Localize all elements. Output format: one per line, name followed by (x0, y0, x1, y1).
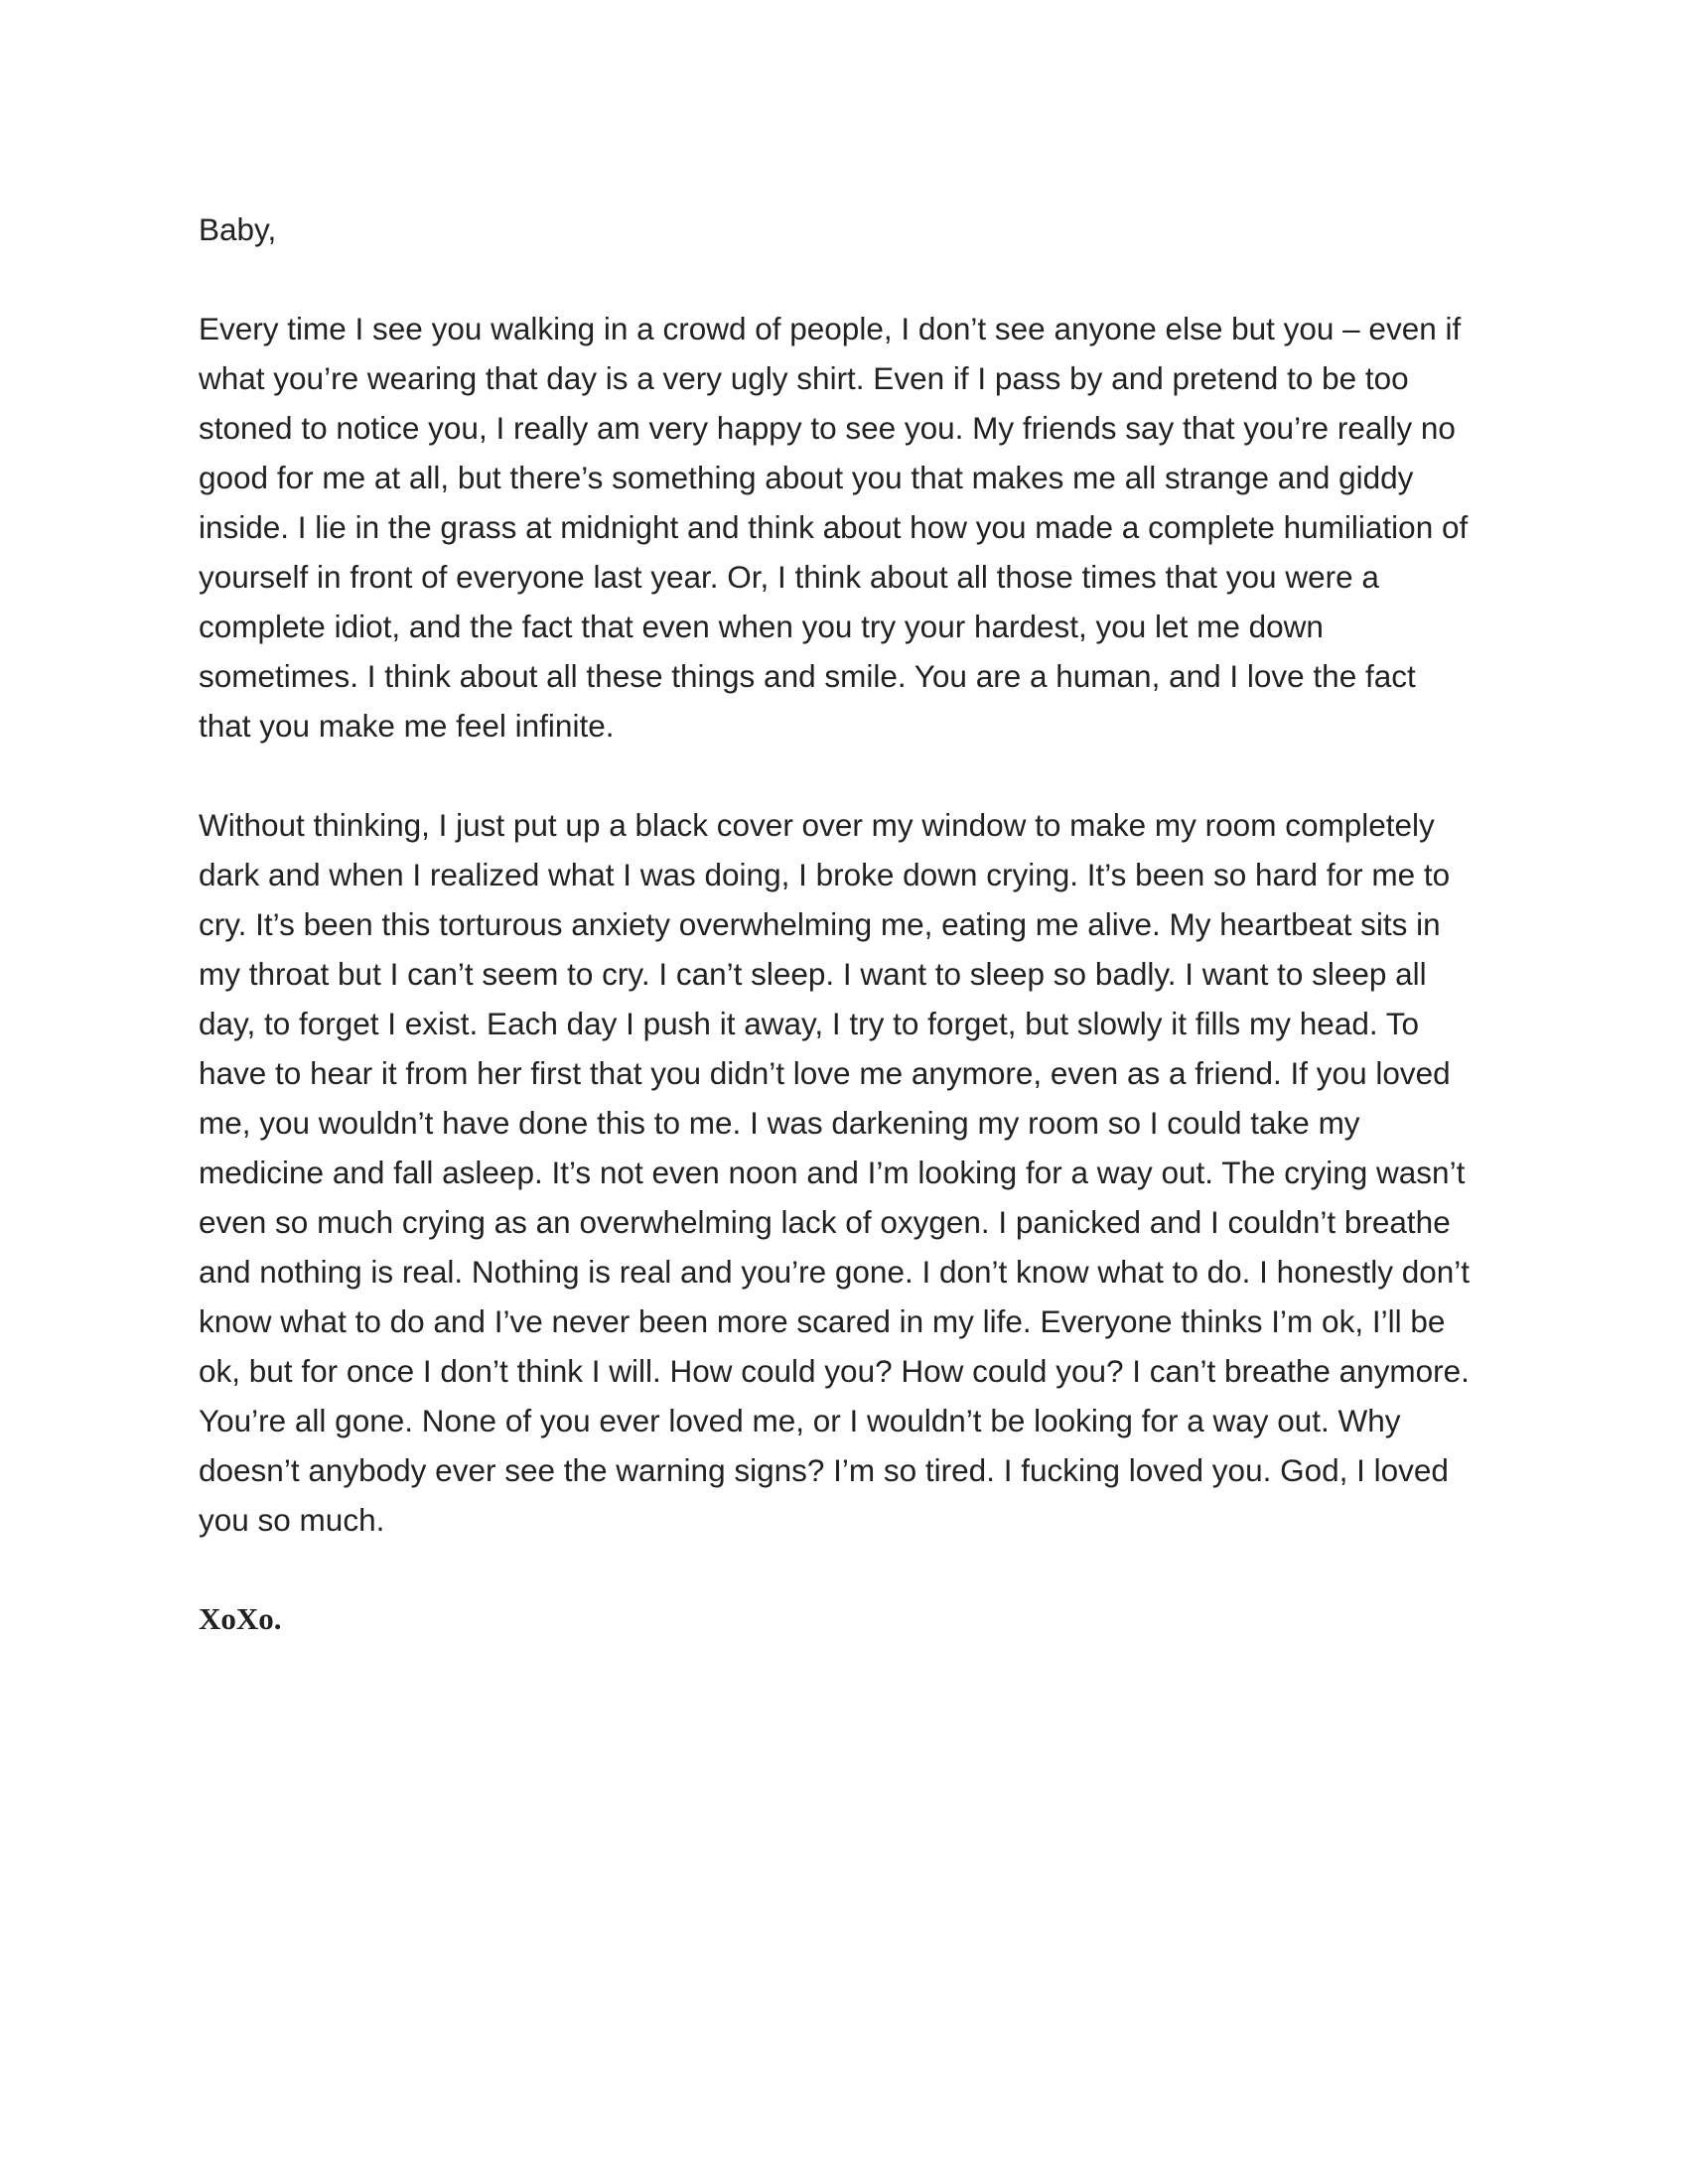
paragraph-line: You’re all gone. None of you ever loved me, or I wouldn’t be looking for a way out. Why (199, 1403, 1401, 1438)
signoff: XoXo. (199, 1601, 282, 1636)
paragraph-line: and nothing is real. Nothing is real and you’re gone. I don’t know what to do. I honestly don’t (199, 1254, 1471, 1290)
paragraph-line: good for me at all, but there’s something about you that makes me all strange and giddy (199, 460, 1414, 495)
paragraph-line: me, you wouldn’t have done this to me. I was darkening my room so I could take my (199, 1105, 1360, 1141)
paragraph-line: dark and when I realized what I was doing, I broke down crying. It’s been so hard for me to (199, 857, 1451, 892)
paragraph-line: day, to forget I exist. Each day I push it away, I try to forget, but slowly it fills my head. To (199, 1006, 1420, 1041)
paragraph-line: Every time I see you walking in a crowd of people, I don’t see anyone else but you – even if (199, 311, 1462, 346)
paragraph-line: stoned to notice you, I really am very happy to see you. My friends say that you’re really no (199, 410, 1456, 446)
greeting: Baby, (199, 211, 277, 247)
paragraph-line: you so much. (199, 1502, 385, 1538)
paragraph-line: even so much crying as an overwhelming lack of oxygen. I panicked and I couldn’t breathe (199, 1204, 1451, 1240)
paragraph-line: yourself in front of everyone last year. Or, I think about all those times that you were a (199, 559, 1379, 595)
paragraph-line: ok, but for once I don’t think I will. How could you? How could you? I can’t breathe anymore. (199, 1353, 1470, 1389)
paragraph-line: have to hear it from her first that you didn’t love me anymore, even as a friend. If you loved (199, 1055, 1451, 1091)
paragraph-1 (199, 304, 1494, 751)
paragraph-line: what you’re wearing that day is a very ugly shirt. Even if I pass by and pretend to be too (199, 360, 1409, 396)
paragraph-line: medicine and fall asleep. It’s not even noon and I’m looking for a way out. The crying wasn’t (199, 1155, 1466, 1190)
paragraph-line: doesn’t anybody ever see the warning signs? I’m so tired. I fucking loved you. God, I loved (199, 1452, 1449, 1488)
paragraph-line: know what to do and I’ve never been more scared in my life. Everyone thinks I’m ok, I’ll be (199, 1303, 1446, 1339)
paragraph-line: my throat but I can’t seem to cry. I can’t sleep. I want to sleep so badly. I want to sleep all (199, 956, 1427, 992)
paragraph-line: sometimes. I think about all these things and smile. You are a human, and I love the fact (199, 658, 1416, 694)
paragraph-line: complete idiot, and the fact that even when you try your hardest, you let me down (199, 609, 1324, 644)
paragraph-line: that you make me feel infinite. (199, 708, 615, 744)
paragraph-line: inside. I lie in the grass at midnight and think about how you made a complete humiliation of (199, 509, 1469, 545)
paragraph-line: Without thinking, I just put up a black cover over my window to make my room completely (199, 807, 1435, 843)
letter-body (199, 205, 1494, 1644)
paragraph-2 (199, 800, 1494, 1545)
paragraph-line: cry. It’s been this torturous anxiety overwhelming me, eating me alive. My heartbeat sits in (199, 906, 1441, 942)
